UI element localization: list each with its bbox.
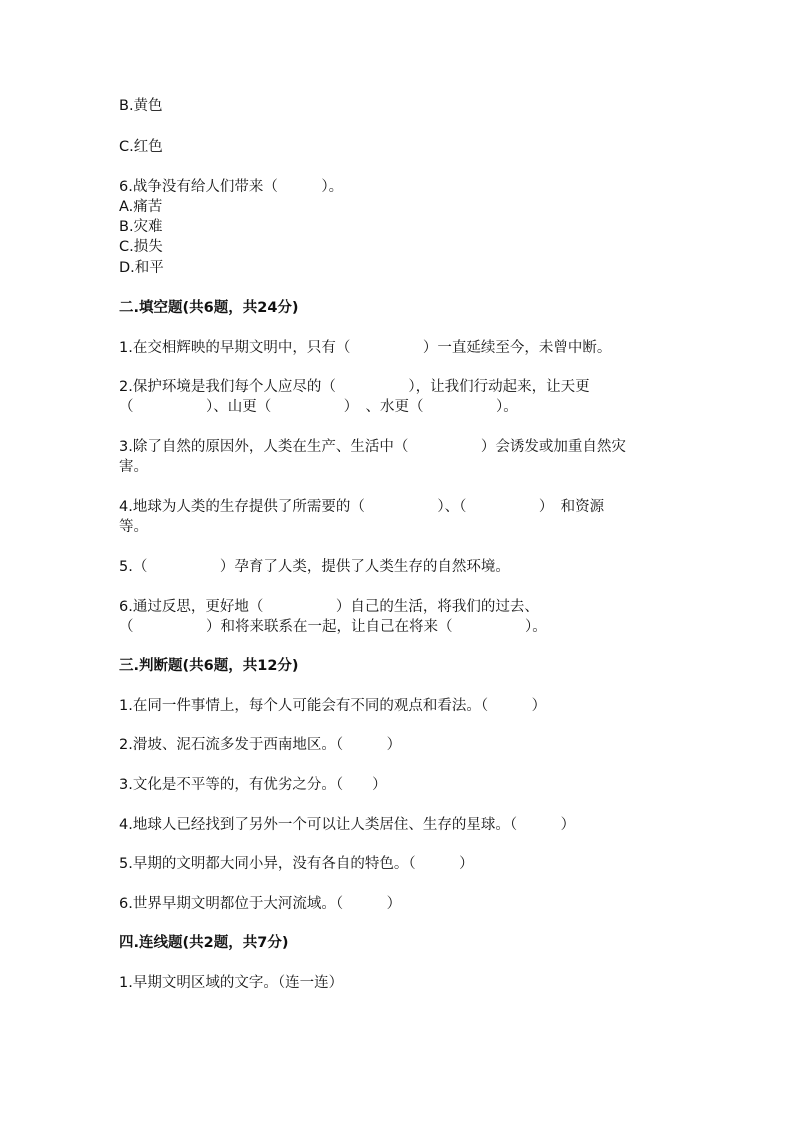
judge-question-6: 6.世界早期文明都位于大河流域。（ ） (119, 896, 402, 912)
q5-option-b: B.黄色 (119, 98, 163, 114)
section-2-title: 二.填空题(共6题，共24分) (119, 300, 299, 316)
fill-question-3-line1: 3.除了自然的原因外，人类在生产、生活中（ ）会诱发或加重自然灾 (119, 439, 626, 455)
fill-question-4-line1: 4.地球为人类的生存提供了所需要的（ ）、（ ） 和资源 (119, 499, 605, 515)
q6-option-c: C.损失 (119, 239, 163, 255)
judge-question-3: 3.文化是不平等的，有优劣之分。（ ） (119, 777, 387, 793)
match-question-1: 1.早期文明区域的文字。（连一连） (119, 975, 344, 991)
fill-question-2-line1: 2.保护环境是我们每个人应尽的（ ），让我们行动起来，让天更 (119, 379, 590, 395)
fill-question-1: 1.在交相辉映的早期文明中，只有（ ）一直延续至今，未曾中断。 (119, 340, 612, 356)
q6-option-d: D.和平 (119, 260, 164, 276)
q5-option-c: C.红色 (119, 139, 163, 155)
fill-question-6-line1: 6.通过反思，更好地（ ）自己的生活，将我们的过去、 (119, 599, 539, 615)
fill-question-2-line2: （ ）、山更（ ） 、水更（ ）。 (119, 399, 518, 415)
q6-option-a: A.痛苦 (119, 199, 163, 215)
fill-question-6-line2: （ ）和将来联系在一起，让自己在将来（ ）。 (119, 619, 547, 635)
judge-question-4: 4.地球人已经找到了另外一个可以让人类居住、生存的星球。（ ） (119, 817, 576, 833)
fill-question-3-line2: 害。 (119, 459, 148, 475)
question-6-stem: 6.战争没有给人们带来（ ）。 (119, 179, 344, 195)
judge-question-1: 1.在同一件事情上，每个人可能会有不同的观点和看法。（ ） (119, 698, 547, 714)
judge-question-2: 2.滑坡、泥石流多发于西南地区。（ ） (119, 737, 402, 753)
section-4-title: 四.连线题(共2题，共7分) (119, 935, 289, 951)
section-3-title: 三.判断题(共6题，共12分) (119, 658, 299, 674)
judge-question-5: 5.早期的文明都大同小异，没有各自的特色。（ ） (119, 856, 474, 872)
fill-question-5: 5.（ ）孕育了人类，提供了人类生存的自然环境。 (119, 559, 510, 575)
fill-question-4-line2: 等。 (119, 519, 148, 535)
q6-option-b: B.灾难 (119, 219, 163, 235)
